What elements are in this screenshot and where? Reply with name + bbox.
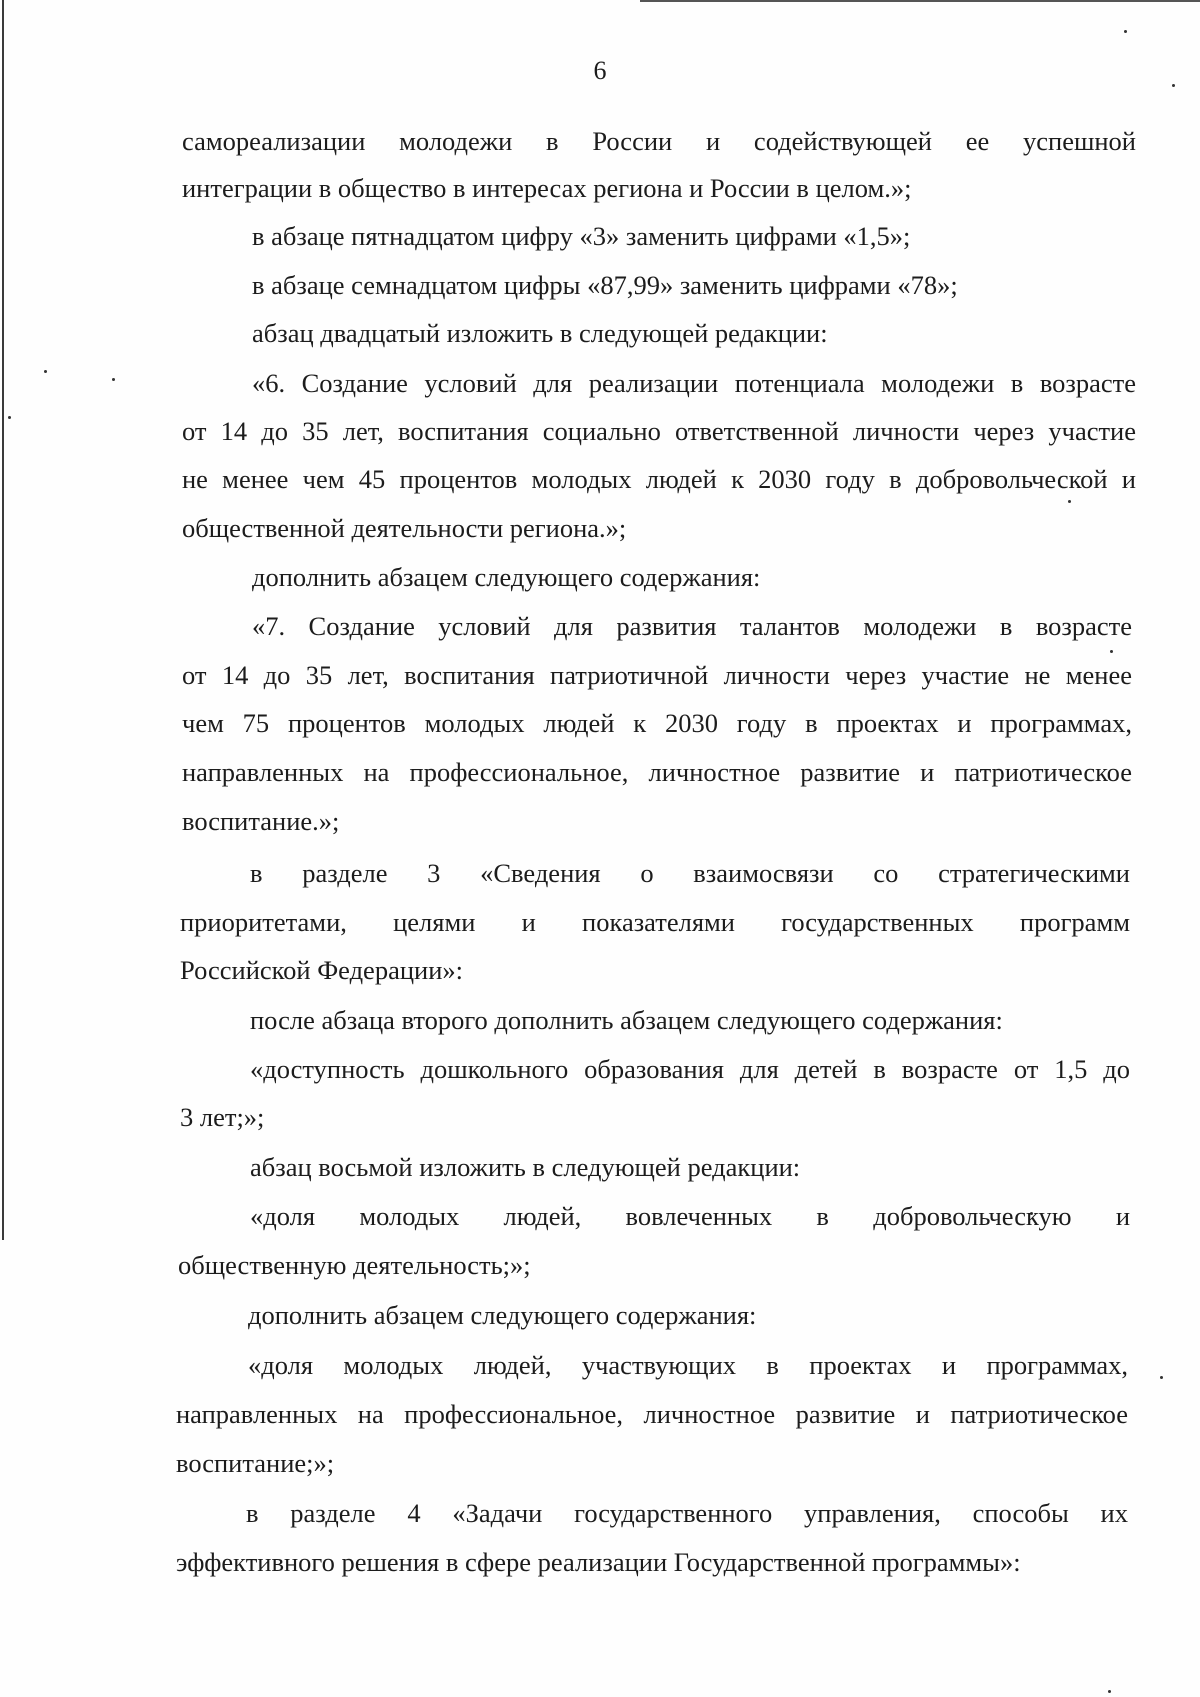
text-line: направленных на профессиональное, личностное развитие и патриотическое	[176, 1399, 1128, 1429]
scan-speck	[1108, 1690, 1111, 1693]
text-line: абзац двадцатый изложить в следующей редакции:	[252, 318, 828, 348]
text-line: общественную деятельность;»;	[178, 1250, 531, 1280]
text-line: «доля молодых людей, участвующих в проектах и программах,	[248, 1350, 1128, 1380]
scan-speck	[8, 416, 11, 419]
text-line: направленных на профессиональное, личностное развитие и патриотическое	[182, 757, 1132, 787]
text-line: «6. Создание условий для реализации потенциала молодежи в возрасте	[252, 368, 1136, 398]
text-line: чем 75 процентов молодых людей к 2030 году в проектах и программах,	[182, 708, 1132, 738]
text-line: от 14 до 35 лет, воспитания патриотичной личности через участие не менее	[182, 660, 1132, 690]
text-line: в абзаце пятнадцатом цифру «3» заменить цифрами «1,5»;	[252, 221, 911, 251]
text-line: интеграции в общество в интересах региона и России в целом.»;	[182, 173, 912, 203]
text-line: общественной деятельности региона.»;	[182, 513, 627, 543]
text-line: воспитание;»;	[176, 1448, 335, 1478]
text-line: в разделе 3 «Сведения о взаимосвязи со стратегическими	[250, 858, 1130, 888]
scan-speck	[1160, 1376, 1163, 1379]
text-line: эффективного решения в сфере реализации Государственной программы»:	[176, 1547, 1021, 1577]
text-line: в абзаце семнадцатом цифры «87,99» заменить цифрами «78»;	[252, 270, 958, 300]
scan-speck	[112, 378, 115, 381]
text-line: воспитание.»;	[182, 806, 340, 836]
text-line: в разделе 4 «Задачи государственного управления, способы их	[246, 1498, 1128, 1528]
text-line: «доступность дошкольного образования для детей в возрасте от 1,5 до	[250, 1054, 1130, 1084]
scan-speck	[44, 370, 47, 373]
text-line: самореализации молодежи в России и содействующей ее успешной	[182, 126, 1136, 156]
scan-speck	[1110, 650, 1113, 653]
scan-speck	[1068, 500, 1071, 503]
text-line: Российской Федерации»:	[180, 955, 463, 985]
page-number: 6	[593, 56, 607, 85]
text-line: не менее чем 45 процентов молодых людей к 2030 году в добровольческой и	[182, 464, 1136, 494]
text-line: дополнить абзацем следующего содержания:	[252, 562, 761, 592]
scan-edge-left	[2, 0, 4, 1240]
text-line: от 14 до 35 лет, воспитания социально ответственной личности через участие	[182, 416, 1136, 446]
text-line: абзац восьмой изложить в следующей редакции:	[250, 1152, 801, 1182]
text-line: приоритетами, целями и показателями государственных программ	[180, 907, 1130, 937]
text-line: дополнить абзацем следующего содержания:	[248, 1300, 757, 1330]
scan-edge-top	[640, 0, 1200, 2]
text-line: 3 лет;»;	[180, 1102, 265, 1132]
text-line: «доля молодых людей, вовлеченных в добровольческую и	[250, 1201, 1130, 1231]
scan-speck	[1124, 30, 1127, 33]
text-line: «7. Создание условий для развития талантов молодежи в возрасте	[252, 611, 1132, 641]
text-line: после абзаца второго дополнить абзацем следующего содержания:	[250, 1005, 1003, 1035]
